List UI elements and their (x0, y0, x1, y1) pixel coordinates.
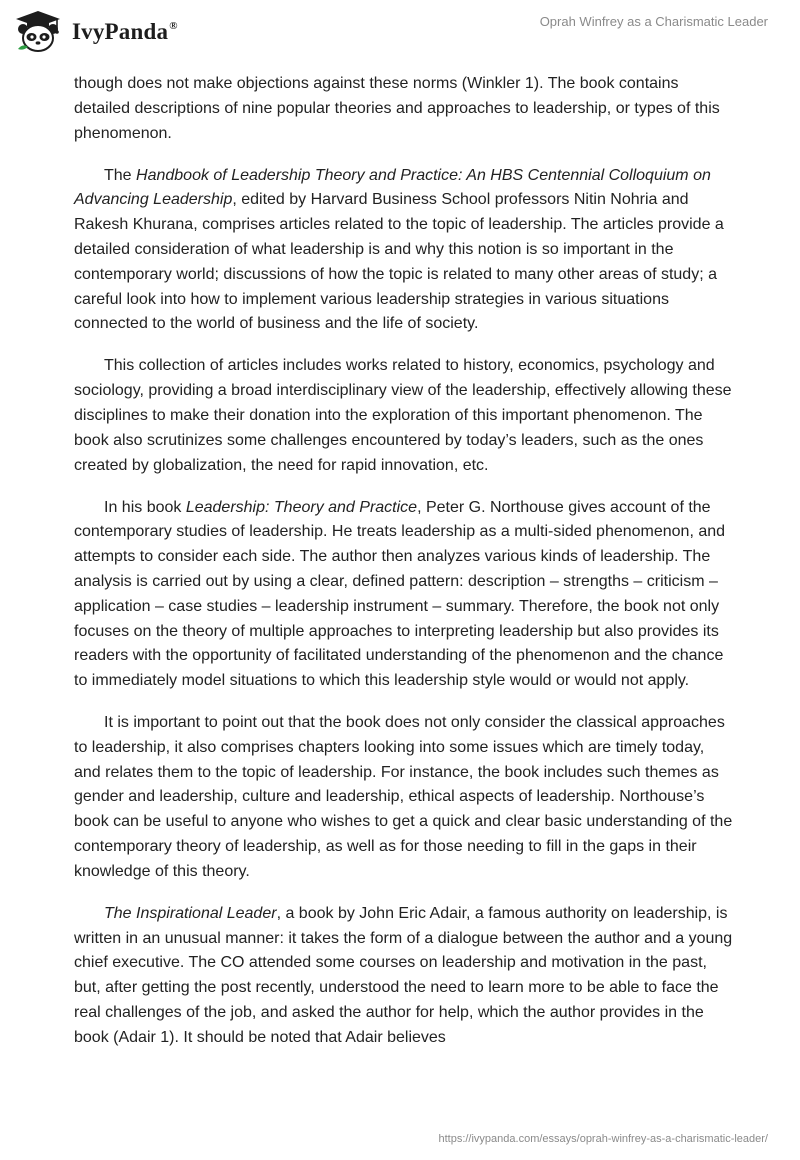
document-title: Oprah Winfrey as a Charismatic Leader (539, 14, 768, 29)
paragraph: The Inspirational Leader, a book by John Eric Adair, a famous authority on leadership, is written in an unusual manner: it takes the form of a dialogue between the author and a young chief executive. The CO attended some courses on leadership and motivation in the past, but, after getting the post recently, understood the need to learn more to be able to face the real challenges of the job, and asked the author for help, which the author provides in the book (Adair 1). It should be noted that Adair believes (74, 904, 733, 1046)
page-header (0, 0, 800, 66)
book-title: Leadership: Theory and Practice (185, 498, 418, 516)
book-title: Handbook of Leadership Theory and Practice: An HBS Centennial Colloquium on Advancing Leadership (74, 166, 711, 209)
paragraph: This collection of articles includes works related to history, economics, psychology and sociology, providing a broad interdisciplinary view of the leadership, effectively allowing these disciplines to make their donation into the exploration of this important phenomenon. The book also scrutinizes some challenges encountered by today’s leaders, such as the ones created by globalization, the need for rapid innovation, etc. (74, 357, 732, 474)
essay-body (74, 72, 734, 1068)
panda-graduate-icon[interactable] (14, 9, 62, 53)
paragraph: The Handbook of Leadership Theory and Practice: An HBS Centennial Colloquium on Advancing Leadership, edited by Harvard Business School professors Nitin Nohria and Rakesh Khurana, comprises articles related to the topic of leadership. The articles provide a detailed consideration of what leadership is and why this notion is so important in the contemporary world; discussions of how the topic is related to many other areas of study; a careful look into how to implement various leadership strategies in various situations connected to the world of business and the life of society. (74, 166, 724, 333)
source-url[interactable]: https://ivypanda.com/essays/oprah-winfrey-as-a-charismatic-leader/ (438, 1133, 768, 1145)
paragraph: In his book Leadership: Theory and Practice, Peter G. Northouse gives account of the contemporary studies of leadership. He treats leadership as a multi-sided phenomenon, and attempts to consider each side. The author then analyzes various kinds of leadership. The analysis is carried out by using a clear, defined pattern: description – strengths – criticism – application – case studies – leadership instrument – summary. Therefore, the book not only focuses on the theory of multiple approaches to interpreting leadership but also provides its readers with the opportunity of facilitated understanding of the phenomenon and the chance to immediately model situations to which this leadership style would or would not apply. (74, 498, 726, 690)
brand-name[interactable]: IvyPanda® (72, 19, 178, 44)
book-title: The Inspirational Leader (104, 904, 277, 922)
paragraph: though does not make objections against these norms (Winkler 1). The book contains detailed descriptions of nine popular theories and approaches to leadership, or types of this phenomenon. (74, 75, 720, 142)
paragraph: It is important to point out that the book does not only consider the classical approaches to leadership, it also comprises chapters looking into some issues which are timely today, and relates them to the topic of leadership. For instance, the book includes such themes as gender and leadership, culture and leadership, ethical aspects of leadership. Northouse’s book can be useful to anyone who wishes to get a quick and clear basic understanding of the contemporary theory of leadership, as well as for those needing to fill in the gaps in their knowledge of this theory. (74, 714, 733, 880)
